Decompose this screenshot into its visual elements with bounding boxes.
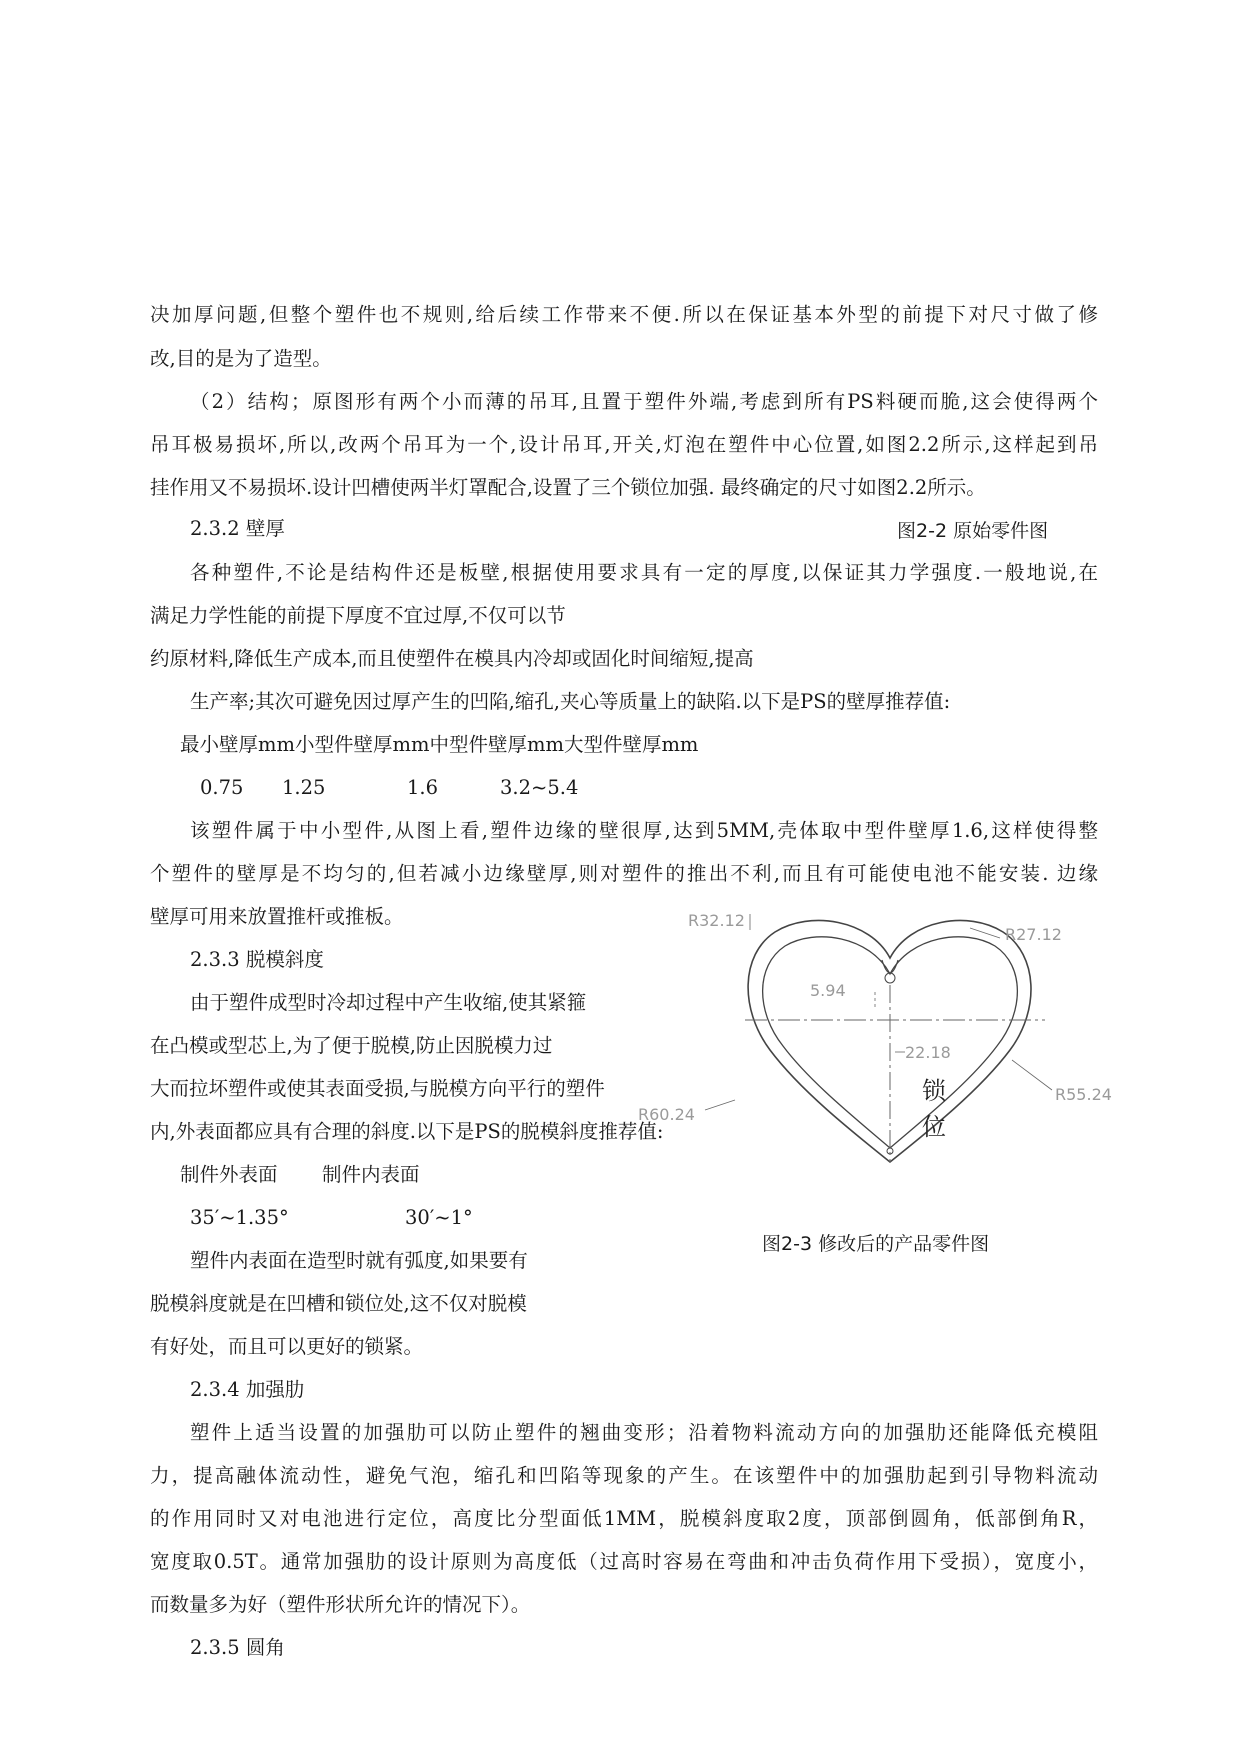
wall-thickness-value: 0.75 bbox=[200, 776, 244, 799]
section-heading-2-3-4: 2.3.4 加强肋 bbox=[190, 1378, 305, 1401]
paragraph-line: （2）结构；原图形有两个小而薄的吊耳,且置于塑件外端,考虑到所有PS料硬而脆,这会使得两个 bbox=[190, 390, 1098, 413]
draft-header-inner: 制件内表面 bbox=[322, 1163, 420, 1186]
dim-r2712: R27.12 bbox=[1005, 925, 1062, 944]
leader-r5524 bbox=[1012, 1060, 1052, 1090]
paragraph-line: 改,目的是为了造型。 bbox=[150, 347, 332, 370]
leader-r6024 bbox=[705, 1100, 735, 1110]
paragraph-line: 由于塑件成型时冷却过程中产生收缩,使其紧箍 bbox=[190, 991, 587, 1014]
paragraph-line: 塑件上适当设置的加强肋可以防止塑件的翘曲变形；沿着物料流动方向的加强肋还能降低充模阻 bbox=[190, 1421, 1098, 1444]
draft-value-outer: 35′~1.35° bbox=[190, 1206, 289, 1229]
paragraph-line: 大而拉坏塑件或使其表面受损,与脱模方向平行的塑件 bbox=[150, 1077, 605, 1100]
paragraph-line: 而数量多为好（塑件形状所允许的情况下）。 bbox=[150, 1593, 531, 1616]
draft-header-outer: 制件外表面 bbox=[180, 1163, 278, 1186]
paragraph-line: 塑件内表面在造型时就有弧度,如果要有 bbox=[190, 1249, 528, 1272]
section-heading-2-3-3: 2.3.3 脱模斜度 bbox=[190, 948, 324, 971]
paragraph-line: 有好处，而且可以更好的锁紧。 bbox=[150, 1335, 424, 1358]
paragraph-line: 壁厚可用来放置推杆或推板。 bbox=[150, 905, 404, 928]
wall-thickness-value: 1.25 bbox=[282, 776, 326, 799]
paragraph-line: 生产率;其次可避免因过厚产生的凹陷,缩孔,夹心等质量上的缺陷.以下是PS的壁厚推荐值: bbox=[190, 690, 951, 713]
draft-value-inner: 30′~1° bbox=[405, 1206, 473, 1229]
paragraph-line: 吊耳极易损坏,所以,改两个吊耳为一个,设计吊耳,开关,灯泡在塑件中心位置,如图2.2所示,这样起到吊 bbox=[150, 433, 1098, 456]
paragraph-line: 个塑件的壁厚是不均匀的,但若减小边缘壁厚,则对塑件的推出不利,而且有可能使电池不能安装. 边缘 bbox=[150, 862, 1098, 885]
paragraph-line: 的作用同时又对电池进行定位，高度比分型面低1MM，脱模斜度取2度，顶部倒圆角，低部倒角R， bbox=[150, 1507, 1098, 1530]
dim-r5524: R55.24 bbox=[1055, 1085, 1112, 1104]
paragraph-line: 脱模斜度就是在凹槽和锁位处,这不仅对脱模 bbox=[150, 1292, 527, 1315]
dim-r3212: R32.12 bbox=[688, 911, 745, 930]
section-heading-2-3-5: 2.3.5 圆角 bbox=[190, 1636, 285, 1659]
paragraph-line: 各种塑件,不论是结构件还是板壁,根据使用要求具有一定的厚度,以保证其力学强度.一般地说,在 bbox=[190, 561, 1098, 584]
wall-thickness-value: 3.2~5.4 bbox=[500, 776, 579, 799]
top-notch bbox=[882, 960, 898, 973]
figure-2-3-caption: 图2-3 修改后的产品零件图 bbox=[762, 1233, 990, 1255]
paragraph-line: 决加厚问题,但整个塑件也不规则,给后续工作带来不便.所以在保证基本外型的前提下对尺寸做了修 bbox=[150, 303, 1098, 326]
paragraph-line: 该塑件属于中小型件,从图上看,塑件边缘的壁很厚,达到5MM,壳体取中型件壁厚1.6,这样使得整 bbox=[190, 819, 1098, 842]
paragraph-line: 在凸模或型芯上,为了便于脱模,防止因脱模力过 bbox=[150, 1034, 553, 1057]
figure-2-2-caption: 图2-2 原始零件图 bbox=[897, 520, 1049, 542]
dim-r6024: R60.24 bbox=[638, 1105, 695, 1124]
paragraph-line: 力，提高融体流动性，避免气泡，缩孔和凹陷等现象的产生。在该塑件中的加强肋起到引导物料流动 bbox=[150, 1464, 1098, 1487]
lock-label-line2: 位 bbox=[922, 1113, 946, 1141]
wall-thickness-value: 1.6 bbox=[407, 776, 439, 799]
section-heading-2-3-2: 2.3.2 壁厚 bbox=[190, 517, 285, 540]
paragraph-line: 内,外表面都应具有合理的斜度.以下是PS的脱模斜度推荐值: bbox=[150, 1120, 664, 1143]
paragraph-line: 宽度取0.5T。通常加强肋的设计原则为高度低（过高时容易在弯曲和冲击负荷作用下受损），宽度小， bbox=[150, 1550, 1098, 1573]
paragraph-line: 满足力学性能的前提下厚度不宜过厚,不仅可以节 bbox=[150, 604, 566, 627]
paragraph-line: 约原材料,降低生产成本,而且使塑件在模具内冷却或固化时间缩短,提高 bbox=[150, 647, 754, 670]
leader-r2712 bbox=[970, 928, 1000, 938]
lock-label-line1: 锁 bbox=[922, 1077, 946, 1105]
dim-d2218: 22.18 bbox=[905, 1043, 951, 1062]
heart-part-drawing bbox=[638, 900, 1120, 1200]
wall-thickness-header: 最小壁厚mm小型件壁厚mm中型件壁厚mm大型件壁厚mm bbox=[180, 733, 699, 756]
paragraph-line: 挂作用又不易损坏.设计凹槽使两半灯罩配合,设置了三个锁位加强. 最终确定的尺寸如图2.2所示。 bbox=[150, 476, 986, 499]
dim-d594: 5.94 bbox=[810, 981, 846, 1000]
